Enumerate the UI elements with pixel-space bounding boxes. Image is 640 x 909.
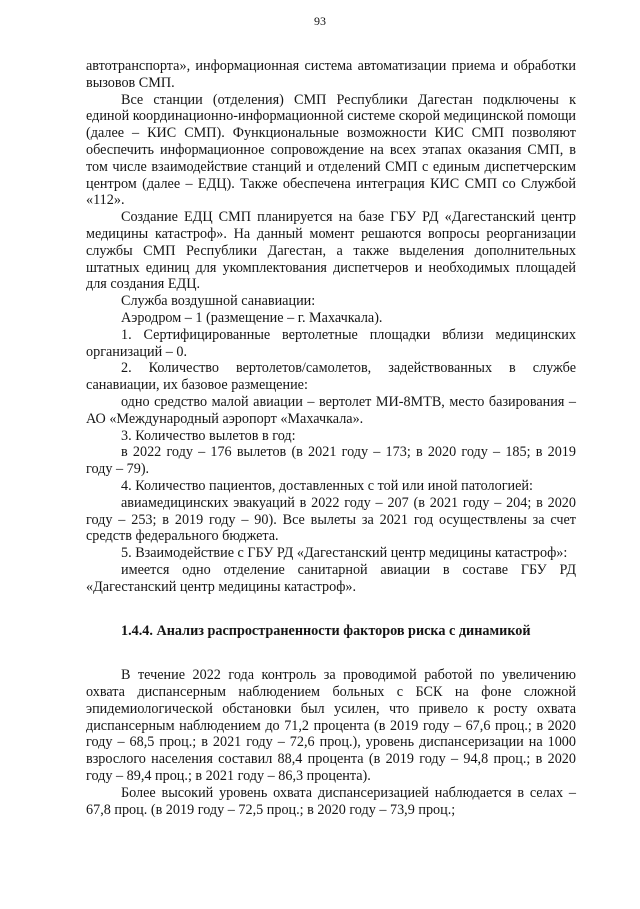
section-heading: 1.4.4. Анализ распространенности факторов риска с динамикой <box>121 622 531 639</box>
paragraph: в 2022 году – 176 вылетов (в 2021 году – 173; в 2020 году – 185; в 2019 году – 79). <box>86 444 576 478</box>
paragraph: авиамедицинских эвакуаций в 2022 году – 207 (в 2021 году – 204; в 2020 году – 253; в 2019 году – 90). Все вылеты за 2021 год осуществлены за счет средств федерального бюджета. <box>86 494 576 545</box>
list-item: 2. Количество вертолетов/самолетов, задействованных в службе санавиации, их базовое размещение: <box>86 360 576 394</box>
paragraph: имеется одно отделение санитарной авиации в составе ГБУ РД «Дагестанский центр медицины катастроф». <box>86 561 576 595</box>
paragraph: В течение 2022 года контроль за проводимой работой по увеличению охвата диспансерным наблюдением больных с БСК на фоне сложной эпидемиологической обстановки был усилен, что привело к росту охвата диспансерным наблюдением до 71,2 процента (в 2019 году – 67,6 проц.; в 2020 году – 68,5 проц.; в 2021 году – 72,6 проц.), уровень диспансеризации на 1000 взрослого населения составил 88,4 процента (в 2019 году – 94,8 проц.; в 2020 году – 89,4 проц.; в 2021 году – 86,3 процента). <box>86 667 576 785</box>
paragraph: Все станции (отделения) СМП Республики Дагестан подключены к единой координационно-информационной системе скорой медицинской помощи (далее – КИС СМП). Функциональные возможности КИС СМП позволяют обеспечить информационное сопровождение на всех этапах оказания СМП, в том числе взаимодействие станций и отделений СМП с единым диспетчерским центром (далее – ЕДЦ). Также обеспечена интеграция КИС СМП со Службой «112». <box>86 91 576 209</box>
paragraph: Аэродром – 1 (размещение – г. Махачкала). <box>121 309 383 326</box>
paragraph: одно средство малой авиации – вертолет МИ-8МТВ, место базирования – АО «Международный аэропорт «Махачкала». <box>86 393 576 427</box>
list-item: 1. Сертифицированные вертолетные площадки вблизи медицинских организаций – 0. <box>86 326 576 360</box>
list-item: 3. Количество вылетов в год: <box>121 427 296 444</box>
paragraph: Более высокий уровень охвата диспансеризацией наблюдается в селах – 67,8 проц. (в 2019 году – 72,5 проц.; в 2020 году – 73,9 проц.; <box>86 784 576 818</box>
paragraph: Создание ЕДЦ СМП планируется на базе ГБУ РД «Дагестанский центр медицины катастроф». На данный момент решаются вопросы реорганизации службы СМП Республики Дагестан, а также выделения дополнительных штатных единиц для укомплектования диспетчеров и необходимых площадей для создания ЕДЦ. <box>86 209 576 293</box>
list-item: 4. Количество пациентов, доставленных с той или иной патологией: <box>121 477 533 494</box>
paragraph: Служба воздушной санавиации: <box>121 293 316 310</box>
page-body <box>86 58 576 818</box>
list-item: 5. Взаимодействие с ГБУ РД «Дагестанский центр медицины катастроф»: <box>121 545 568 562</box>
paragraph: автотранспорта», информационная система автоматизации приема и обработки вызовов СМП. <box>86 58 576 91</box>
page-number: 93 <box>314 14 326 28</box>
